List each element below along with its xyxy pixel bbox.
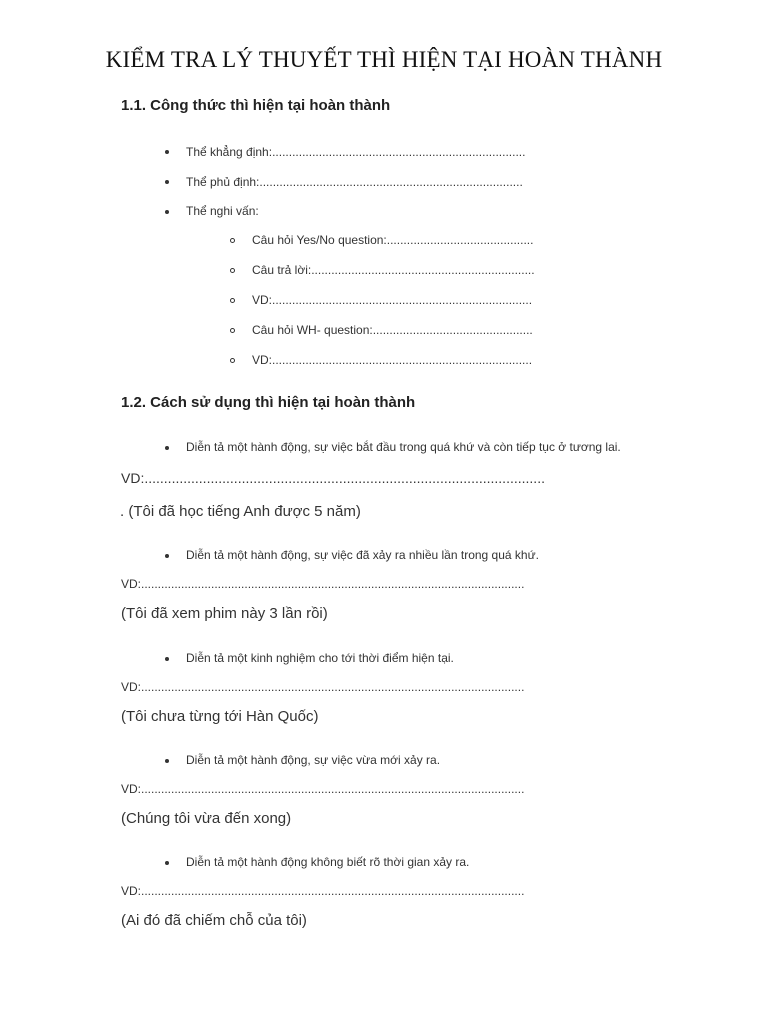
bullet-dot (165, 210, 169, 214)
example-line-2: VD:................................................................................................................... (121, 577, 525, 591)
usage-item-4: Diễn tả một hành động, sự việc vừa mới xảy ra. (186, 753, 441, 767)
usage-item-2: Diễn tả một hành động, sự việc đã xảy ra nhiều lần trong quá khứ. (186, 548, 539, 562)
sub-bullet-circle (230, 268, 235, 273)
translation-3: (Tôi chưa từng tới Hàn Quốc) (121, 708, 319, 725)
usage-item-3: Diễn tả một kinh nghiệm cho tới thời điểm hiện tại. (186, 651, 454, 665)
sub-bullet-circle (230, 358, 235, 363)
list-item-interrogative: Thể nghi vấn: (186, 204, 259, 218)
translation-5: (Ai đó đã chiếm chỗ của tôi) (121, 912, 307, 929)
bullet-dot (165, 150, 169, 154)
sub-bullet-circle (230, 328, 235, 333)
section-heading-usage: 1.2. Cách sử dụng thì hiện tại hoàn thành (121, 394, 416, 411)
usage-item-1: Diễn tả một hành động, sự việc bắt đầu trong quá khứ và còn tiếp tục ở tương lai. (186, 440, 621, 454)
example-line-1: VD:....................................................................................................... (121, 470, 545, 486)
bullet-dot (165, 554, 169, 558)
usage-item-5: Diễn tả một hành động không biết rõ thời gian xảy ra. (186, 855, 470, 869)
bullet-dot (165, 759, 169, 763)
sub-bullet-circle (230, 238, 235, 243)
list-item-affirmative: Thể khẳng định:............................................................................ (186, 145, 526, 159)
example-line-5: VD:................................................................................................................... (121, 884, 525, 898)
list-item-negative: Thể phủ định:............................................................................... (186, 175, 523, 189)
bullet-dot (165, 446, 169, 450)
example-line-3: VD:................................................................................................................... (121, 680, 525, 694)
sub-item-wh-question: Câu hỏi WH- question:................................................ (252, 323, 533, 337)
bullet-dot (165, 180, 169, 184)
sub-item-yes-no-question: Câu hỏi Yes/No question:............................................ (252, 233, 534, 247)
sub-item-answer: Câu trả lời:................................................................... (252, 263, 535, 277)
translation-1: . (Tôi đã học tiếng Anh được 5 năm) (120, 503, 361, 520)
translation-2: (Tôi đã xem phim này 3 lần rồi) (121, 605, 328, 622)
example-line-4: VD:................................................................................................................... (121, 782, 525, 796)
sub-bullet-circle (230, 298, 235, 303)
section-heading-formula: 1.1. Công thức thì hiện tại hoàn thành (121, 97, 391, 114)
sub-item-example-2: VD:.............................................................................. (252, 353, 533, 367)
translation-4: (Chúng tôi vừa đến xong) (121, 810, 292, 827)
bullet-dot (165, 861, 169, 865)
bullet-dot (165, 657, 169, 661)
document-title: KIỂM TRA LÝ THUYẾT THÌ HIỆN TẠI HOÀN THÀNH (105, 47, 663, 72)
sub-item-example-1: VD:.............................................................................. (252, 293, 533, 307)
